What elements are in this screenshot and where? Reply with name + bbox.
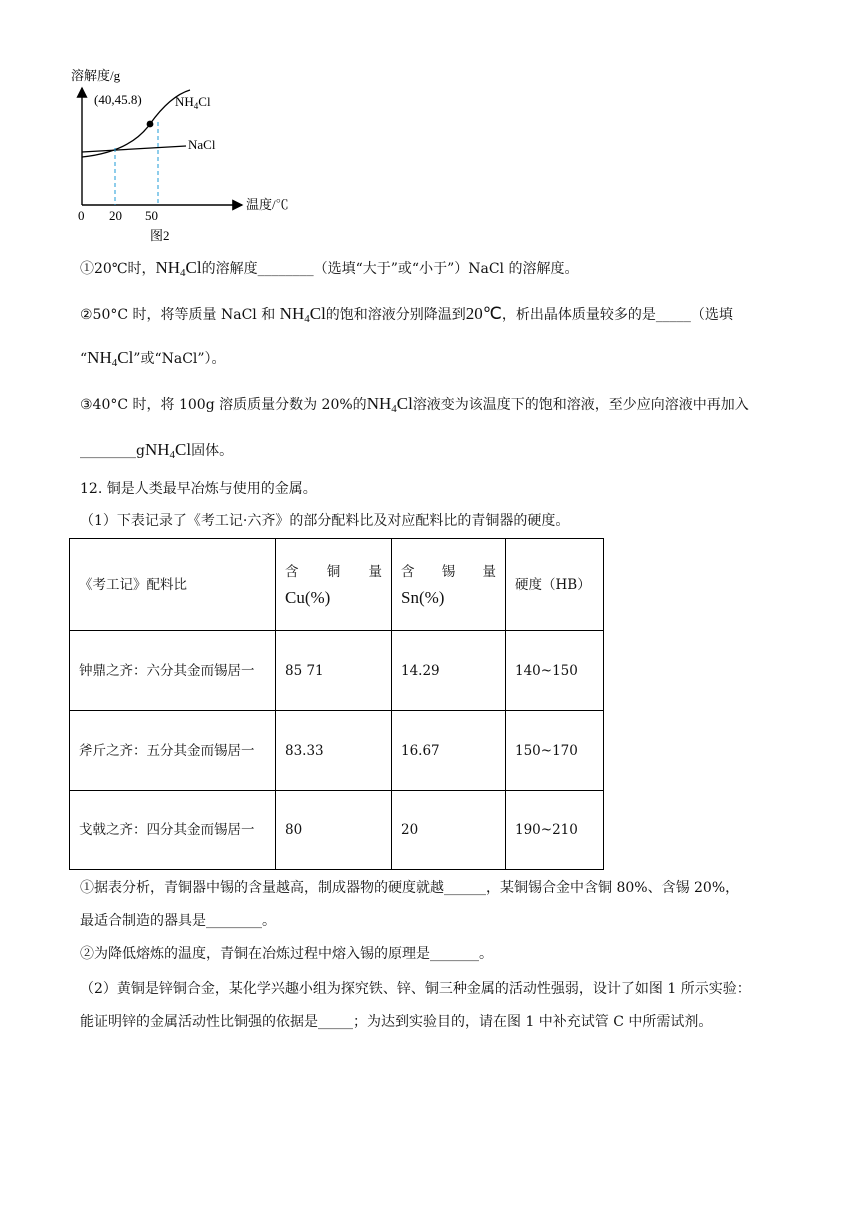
question-3-line2: ________gNH$_4$Cl固体。 (80, 440, 234, 461)
cell-ratio: 戈戟之齐：四分其金而锡居一 (70, 791, 276, 870)
header-hardness: 硬度（HB） (506, 539, 604, 631)
solubility-figure (60, 60, 320, 250)
answer-1-line1: ①据表分析，青铜器中锡的含量越高，制成器物的硬度就越______，某铜锡合金中含铜 80%、含锡 20%， (80, 880, 740, 896)
nh4cl-formula: $NH_4Cl$ (155, 258, 202, 279)
question-1: ①20℃时，$NH_4Cl$的溶解度________（选填“大于”或“小于”）NaCl 的溶解度。 (80, 258, 579, 279)
nh4cl-label: $NH_4Cl$ (175, 94, 211, 111)
header-cu: 含 铜 量 Cu(%) (276, 539, 392, 631)
question-3-line1: ③40°C 时，将 100g 溶质质量分数为 20%的$NH_4Cl$溶液变为该温度下的饱和溶液，至少应向溶液中再加入 (80, 394, 749, 415)
tick-20: 20 (109, 208, 122, 223)
cell-cu: 85 71 (276, 631, 392, 711)
cell-ratio: 钟鼎之齐：六分其金而锡居一 (70, 631, 276, 711)
table-row (70, 711, 604, 791)
part-2-line1: （2）黄铜是锌铜合金，某化学兴趣小组为探究铁、锌、铜三种金属的活动性强弱，设计了如图 1 所示实验： (80, 981, 751, 997)
question-2-line1: ②50°C 时，将等质量 NaCl 和 $NH_4Cl$的饱和溶液分别降温到20℃，析出晶体质量较多的是_____（选填 (80, 304, 733, 325)
table-header-row (70, 539, 604, 631)
table-row (70, 631, 604, 711)
nacl-curve (82, 146, 186, 152)
figure-caption: 图2 (150, 228, 170, 243)
tick-0: 0 (78, 208, 85, 223)
answer-1-line2: 最适合制造的器具是________。 (80, 913, 276, 929)
nh4cl-formula: $NH_4Cl$ (87, 348, 134, 369)
header-sn: 含 锡 量 Sn(%) (392, 539, 506, 631)
part-2-line2: 能证明锌的金属活动性比铜强的依据是_____；为达到实验目的，请在图 1 中补充试管 C 中所需试剂。 (80, 1014, 713, 1030)
question-2-line2: “$NH_4Cl$”或“NaCl”）。 (80, 348, 226, 369)
table-row (70, 791, 604, 870)
y-axis-label: 溶解度/g (71, 68, 121, 83)
cell-hb: 190~210 (506, 791, 604, 870)
tick-50: 50 (145, 208, 158, 223)
nh4cl-formula: $NH_4Cl$ (279, 304, 326, 325)
point-40-45.8 (147, 121, 154, 128)
x-axis-label: 温度/℃ (246, 197, 289, 212)
cell-cu: 83.33 (276, 711, 392, 791)
point-label: (40,45.8) (94, 92, 142, 107)
cell-ratio: 斧斤之齐：五分其金而锡居一 (70, 711, 276, 791)
question-12-part1: （1）下表记录了《考工记·六齐》的部分配料比及对应配料比的青铜器的硬度。 (80, 513, 570, 529)
cell-sn: 20 (392, 791, 506, 870)
cell-sn: 16.67 (392, 711, 506, 791)
cell-hb: 150~170 (506, 711, 604, 791)
nacl-label: NaCl (188, 137, 216, 152)
bronze-table (69, 538, 604, 870)
cell-sn: 14.29 (392, 631, 506, 711)
answer-2: ②为降低熔炼的温度，青铜在冶炼过程中熔入锡的原理是_______。 (80, 946, 493, 962)
cell-hb: 140~150 (506, 631, 604, 711)
nh4cl-formula: $NH_4Cl$ (366, 394, 413, 415)
nh4cl-formula: $NH_4Cl$ (144, 440, 192, 461)
cell-cu: 80 (276, 791, 392, 870)
header-ratio: 《考工记》配料比 (70, 539, 276, 631)
question-12-title: 12. 铜是人类最早冶炼与使用的金属。 (80, 481, 317, 497)
